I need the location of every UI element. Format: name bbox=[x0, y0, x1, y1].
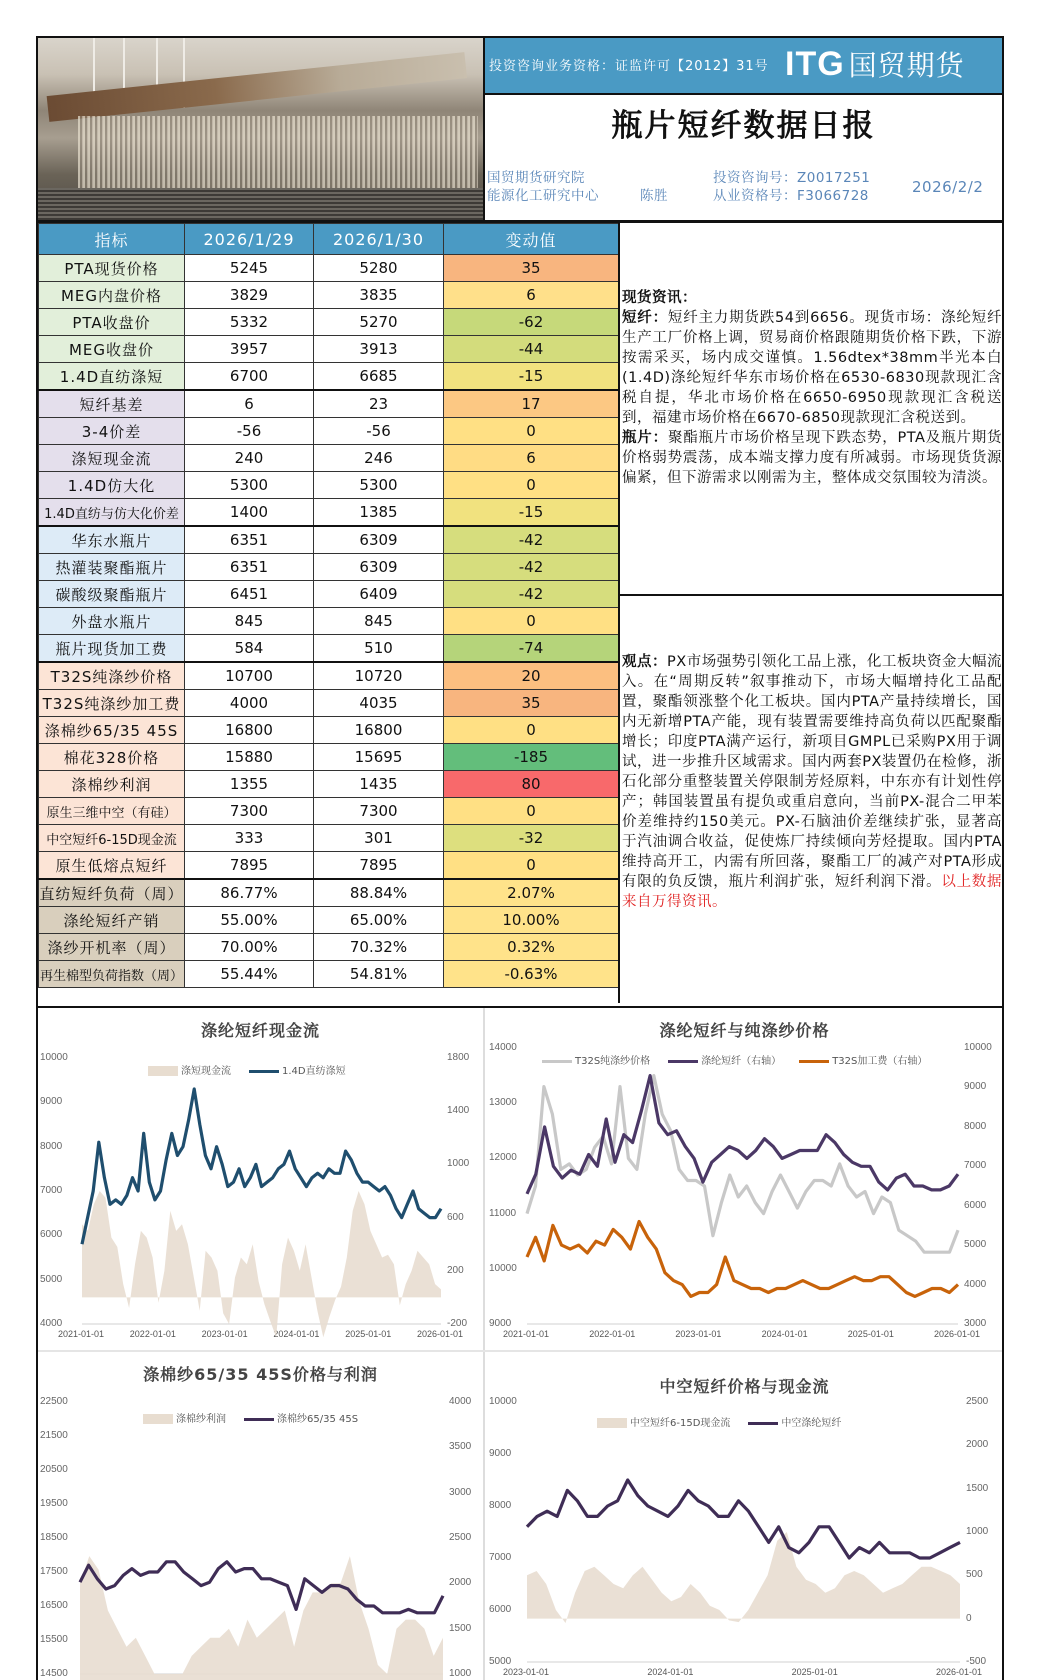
legend-line-swatch-icon bbox=[799, 1060, 829, 1063]
value-date1: 6700 bbox=[185, 363, 314, 391]
y-tick-right: 4000 bbox=[964, 1278, 987, 1290]
y-tick-right: 1800 bbox=[447, 1052, 470, 1063]
table-row bbox=[39, 934, 619, 961]
y-tick-right: 1400 bbox=[447, 1105, 470, 1117]
legend-line-swatch-icon bbox=[748, 1422, 778, 1425]
change-value: 0 bbox=[444, 798, 619, 825]
x-tick: 2023-01-01 bbox=[503, 1667, 550, 1677]
indicator-label: 棉花328价格 bbox=[39, 744, 185, 771]
indicator-label: 热灌装聚酯瓶片 bbox=[39, 554, 185, 581]
y-tick-left: 10000 bbox=[489, 1396, 517, 1407]
table-row bbox=[39, 554, 619, 581]
change-value: 0 bbox=[444, 608, 619, 635]
value-date2: 6309 bbox=[314, 554, 444, 581]
legend-area-swatch-icon bbox=[597, 1418, 627, 1428]
value-date2: 1435 bbox=[314, 771, 444, 798]
y-tick-left: 10000 bbox=[489, 1262, 517, 1274]
value-date2: 301 bbox=[314, 825, 444, 852]
x-tick: 2024-01-01 bbox=[647, 1667, 694, 1677]
value-date1: 16800 bbox=[185, 717, 314, 744]
y-tick-left: 20500 bbox=[40, 1464, 68, 1475]
value-date2: 5300 bbox=[314, 472, 444, 499]
x-tick: 2022-01-01 bbox=[589, 1329, 636, 1339]
change-value: 35 bbox=[444, 690, 619, 717]
indicator-label: T32S纯涤纱加工费 bbox=[39, 690, 185, 717]
table-row bbox=[39, 744, 619, 771]
legend-item bbox=[668, 1056, 781, 1067]
indicator-label: 原生三维中空（有硅） bbox=[39, 798, 185, 825]
value-date1: 86.77% bbox=[185, 879, 314, 907]
table-row bbox=[39, 907, 619, 934]
table-row bbox=[39, 608, 619, 635]
y-tick-right: 3000 bbox=[964, 1318, 987, 1329]
value-date1: 5300 bbox=[185, 472, 314, 499]
chart-legend bbox=[597, 1414, 859, 1429]
change-value: 80 bbox=[444, 771, 619, 798]
legend-area-swatch-icon bbox=[143, 1414, 173, 1424]
legend-item bbox=[748, 1418, 841, 1429]
value-date2: 70.32% bbox=[314, 934, 444, 961]
y-tick-left: 19500 bbox=[40, 1498, 68, 1509]
change-value: 0 bbox=[444, 418, 619, 445]
change-value: 2.07% bbox=[444, 879, 619, 907]
consult-number: 投资咨询号：Z0017251 bbox=[713, 170, 871, 186]
y-tick-right: 6000 bbox=[964, 1199, 987, 1211]
table-row bbox=[39, 798, 619, 825]
chart-psf-cashflow bbox=[38, 1010, 483, 1350]
table-row bbox=[39, 961, 619, 988]
view-label: 观点： bbox=[622, 654, 668, 670]
y-tick-left: 22500 bbox=[40, 1396, 68, 1407]
y-tick-right: 2500 bbox=[449, 1532, 472, 1543]
y-tick-left: 5000 bbox=[40, 1273, 63, 1285]
y-tick-right: 3000 bbox=[449, 1486, 472, 1498]
y-tick-left: 10000 bbox=[40, 1052, 68, 1063]
value-date2: 15695 bbox=[314, 744, 444, 771]
value-date1: 6451 bbox=[185, 581, 314, 608]
value-date2: 6685 bbox=[314, 363, 444, 391]
change-value: -42 bbox=[444, 526, 619, 554]
x-tick: 2025-01-01 bbox=[847, 1329, 894, 1339]
legend-item bbox=[148, 1066, 231, 1077]
table-row bbox=[39, 852, 619, 880]
table-row bbox=[39, 526, 619, 554]
source-note: 以上数据来自万得资讯。 bbox=[622, 874, 1002, 910]
legend-label: T32S加工费（右轴） bbox=[832, 1056, 928, 1067]
x-tick: 2024-01-01 bbox=[761, 1329, 808, 1339]
logo-itg: ITG bbox=[785, 45, 845, 83]
indicator-label: 华东水瓶片 bbox=[39, 526, 185, 554]
value-date1: 6 bbox=[185, 390, 314, 418]
y-tick-right: -200 bbox=[447, 1318, 468, 1329]
data-table bbox=[38, 223, 619, 988]
indicator-label: 涤棉纱利润 bbox=[39, 771, 185, 798]
chart-title: 涤纶短纤现金流 bbox=[200, 1021, 320, 1040]
change-value: 0.32% bbox=[444, 934, 619, 961]
x-tick: 2026-01-01 bbox=[934, 1329, 981, 1339]
legend-label: 中空涤纶短纤 bbox=[781, 1418, 842, 1429]
value-date1: 10700 bbox=[185, 662, 314, 690]
legend-label: 中空短纤6-15D现金流 bbox=[630, 1418, 731, 1429]
change-value: -0.63% bbox=[444, 961, 619, 988]
value-date1: 6351 bbox=[185, 526, 314, 554]
legend-item bbox=[244, 1414, 358, 1425]
table-row bbox=[39, 336, 619, 363]
change-value: 0 bbox=[444, 472, 619, 499]
divider bbox=[483, 1008, 485, 1680]
chart-legend bbox=[542, 1052, 945, 1067]
indicator-label: 外盘水瓶片 bbox=[39, 608, 185, 635]
x-tick: 2022-01-01 bbox=[129, 1329, 176, 1339]
change-value: 17 bbox=[444, 390, 619, 418]
x-tick: 2023-01-01 bbox=[201, 1329, 248, 1339]
indicator-label: MEG收盘价 bbox=[39, 336, 185, 363]
x-tick: 2025-01-01 bbox=[345, 1329, 392, 1339]
value-date2: 7895 bbox=[314, 852, 444, 880]
indicator-label: 再生棉型负荷指数（周） bbox=[39, 961, 185, 988]
y-tick-right: 500 bbox=[966, 1569, 983, 1581]
value-date2: 7300 bbox=[314, 798, 444, 825]
y-tick-right: 2000 bbox=[966, 1439, 989, 1451]
y-tick-right: 3500 bbox=[449, 1441, 472, 1453]
spot-news-panel bbox=[622, 288, 1002, 488]
chart-plot-area bbox=[487, 1352, 1002, 1680]
value-date1: 4000 bbox=[185, 690, 314, 717]
chart-psf-vs-yarn-price bbox=[487, 1010, 1002, 1350]
y-tick-right: 1000 bbox=[447, 1158, 470, 1170]
y-tick-right: 8000 bbox=[964, 1120, 987, 1132]
x-tick: 2023-01-01 bbox=[675, 1329, 722, 1339]
y-tick-left: 4000 bbox=[40, 1318, 63, 1329]
value-date2: 16800 bbox=[314, 717, 444, 744]
bottle-text: 聚酯瓶片市场价格呈现下跌态势，PTA及瓶片期货价格弱势震荡，成本端支撑力度有所减弱。市场现货货源偏紧，但下游需求以刚需为主，整体成交氛围较为清淡。 bbox=[622, 430, 1002, 486]
value-date2: 4035 bbox=[314, 690, 444, 717]
value-date2: -56 bbox=[314, 418, 444, 445]
value-date2: 510 bbox=[314, 635, 444, 663]
change-value: -42 bbox=[444, 581, 619, 608]
table-row bbox=[39, 472, 619, 499]
table-row bbox=[39, 445, 619, 472]
indicator-label: 涤纱开机率（周） bbox=[39, 934, 185, 961]
indicator-label: PTA收盘价 bbox=[39, 309, 185, 336]
table-row bbox=[39, 581, 619, 608]
change-value: 0 bbox=[444, 717, 619, 744]
y-tick-right: 10000 bbox=[964, 1042, 992, 1053]
legend-item bbox=[542, 1056, 650, 1067]
y-tick-left: 6000 bbox=[489, 1604, 512, 1615]
company-logo bbox=[785, 44, 965, 84]
logo-cn: 国贸期货 bbox=[848, 49, 965, 82]
y-tick-right: 9000 bbox=[964, 1081, 987, 1093]
value-date1: 6351 bbox=[185, 554, 314, 581]
value-date2: 3913 bbox=[314, 336, 444, 363]
table-row bbox=[39, 879, 619, 907]
x-tick: 2021-01-01 bbox=[58, 1329, 105, 1339]
y-tick-left: 8000 bbox=[40, 1140, 63, 1152]
value-date1: 15880 bbox=[185, 744, 314, 771]
y-tick-right: -500 bbox=[966, 1656, 987, 1667]
legend-label: 涤纶短纤（右轴） bbox=[701, 1056, 782, 1067]
indicator-label: 瓶片现货加工费 bbox=[39, 635, 185, 663]
market-view-panel bbox=[622, 652, 1002, 912]
y-tick-left: 14500 bbox=[40, 1668, 68, 1679]
indicator-label: 碳酸级聚酯瓶片 bbox=[39, 581, 185, 608]
credential-info bbox=[713, 169, 870, 205]
y-tick-left: 14000 bbox=[489, 1042, 517, 1053]
chart-legend bbox=[143, 1410, 376, 1425]
y-tick-left: 16500 bbox=[40, 1600, 68, 1611]
analyst-name: 陈胜 bbox=[640, 188, 668, 204]
divider bbox=[36, 1006, 1004, 1008]
value-date2: 3835 bbox=[314, 282, 444, 309]
y-tick-left: 6000 bbox=[40, 1229, 63, 1241]
chart-plot-area bbox=[38, 1352, 483, 1680]
y-tick-left: 9000 bbox=[40, 1096, 63, 1108]
y-tick-right: 1500 bbox=[966, 1482, 989, 1494]
change-value: 0 bbox=[444, 852, 619, 880]
change-value: 35 bbox=[444, 255, 619, 282]
legend-area-swatch-icon bbox=[148, 1066, 178, 1076]
value-date2: 65.00% bbox=[314, 907, 444, 934]
y-tick-right: 1000 bbox=[966, 1526, 989, 1537]
value-date2: 10720 bbox=[314, 662, 444, 690]
legend-item bbox=[799, 1056, 927, 1067]
value-date1: 584 bbox=[185, 635, 314, 663]
psf-label: 短纤： bbox=[622, 310, 668, 326]
y-tick-right: 200 bbox=[447, 1264, 464, 1276]
page-title: 瓶片短纤数据日报 bbox=[611, 108, 876, 144]
research-center: 能源化工研究中心 bbox=[487, 188, 599, 204]
legend-line-swatch-icon bbox=[244, 1418, 274, 1421]
legend-line-swatch-icon bbox=[542, 1060, 572, 1063]
value-date1: -56 bbox=[185, 418, 314, 445]
table-row bbox=[39, 717, 619, 744]
indicator-label: 中空短纤6-15D现金流 bbox=[39, 825, 185, 852]
y-tick-right: 0 bbox=[966, 1612, 972, 1624]
qualification-number: 从业资格号：F3066728 bbox=[713, 188, 869, 204]
y-tick-left: 7000 bbox=[489, 1552, 512, 1563]
y-tick-right: 5000 bbox=[964, 1239, 987, 1251]
value-date1: 1400 bbox=[185, 499, 314, 527]
y-tick-right: 2000 bbox=[449, 1577, 472, 1589]
y-tick-left: 9000 bbox=[489, 1318, 512, 1329]
table-row bbox=[39, 499, 619, 527]
legend-label: 涤棉纱65/35 45S bbox=[277, 1414, 359, 1425]
value-date2: 54.81% bbox=[314, 961, 444, 988]
x-tick: 2025-01-01 bbox=[791, 1667, 838, 1677]
value-date1: 7895 bbox=[185, 852, 314, 880]
y-tick-left: 7000 bbox=[40, 1185, 63, 1196]
legend-label: 涤棉纱利润 bbox=[176, 1414, 226, 1425]
y-tick-left: 18500 bbox=[40, 1532, 68, 1543]
y-tick-right: 1500 bbox=[449, 1622, 472, 1634]
chart-legend bbox=[148, 1062, 364, 1077]
license-banner bbox=[485, 38, 1002, 95]
legend-item bbox=[597, 1418, 730, 1429]
legend-line-swatch-icon bbox=[668, 1060, 698, 1063]
table-row bbox=[39, 390, 619, 418]
chart-plot-area bbox=[38, 1010, 483, 1350]
table-row bbox=[39, 825, 619, 852]
indicator-label: 涤棉纱65/35 45S bbox=[39, 717, 185, 744]
change-value: -74 bbox=[444, 635, 619, 663]
y-tick-right: 600 bbox=[447, 1211, 464, 1223]
y-tick-right: 4000 bbox=[449, 1396, 472, 1407]
indicator-label: 1.4D仿大化 bbox=[39, 472, 185, 499]
change-value: -32 bbox=[444, 825, 619, 852]
value-date2: 6309 bbox=[314, 526, 444, 554]
x-tick: 2026-01-01 bbox=[417, 1329, 464, 1339]
table-row bbox=[39, 282, 619, 309]
change-value: -44 bbox=[444, 336, 619, 363]
loom-header-image bbox=[38, 38, 483, 220]
value-date2: 1385 bbox=[314, 499, 444, 527]
psf-text: 短纤主力期货跌54到6656。现货市场：涤纶短纤生产工厂价格上调，贸易商价格跟随期货价格下跌，下游按需采买，场内成交谨慎。1.56dtex*38mm半光本白(1.4D)涤纶短纤华东市场价格在6530-6830现款现汇含税自提，华北市场价格在6650-6950现款现汇含税送到，福建市场价格在6670-6850现款现汇含税送到。 bbox=[622, 310, 1002, 426]
table-row bbox=[39, 771, 619, 798]
bottle-label: 瓶片： bbox=[622, 430, 668, 446]
y-tick-left: 5000 bbox=[489, 1656, 512, 1667]
value-date1: 55.44% bbox=[185, 961, 314, 988]
y-tick-left: 11000 bbox=[489, 1207, 517, 1219]
indicator-label: 短纤基差 bbox=[39, 390, 185, 418]
chart-title: 涤棉纱65/35 45S价格与利润 bbox=[143, 1365, 378, 1384]
chart-title: 涤纶短纤与纯涤纱价格 bbox=[659, 1021, 830, 1040]
change-value: -185 bbox=[444, 744, 619, 771]
change-value: 10.00% bbox=[444, 907, 619, 934]
indicator-label: 涤纶短纤产销 bbox=[39, 907, 185, 934]
y-tick-left: 9000 bbox=[489, 1448, 512, 1459]
indicator-label: 3-4价差 bbox=[39, 418, 185, 445]
change-value: 6 bbox=[444, 282, 619, 309]
indicator-label: 原生低熔点短纤 bbox=[39, 852, 185, 880]
chart-title: 中空短纤价格与现金流 bbox=[659, 1377, 830, 1396]
x-tick: 2021-01-01 bbox=[503, 1329, 550, 1339]
value-date2: 5270 bbox=[314, 309, 444, 336]
table-row bbox=[39, 255, 619, 282]
value-date1: 333 bbox=[185, 825, 314, 852]
indicator-label: MEG内盘价格 bbox=[39, 282, 185, 309]
value-date2: 5280 bbox=[314, 255, 444, 282]
license-text: 投资咨询业务资格：证监许可【2012】31号 bbox=[489, 59, 769, 74]
chart-tc-yarn-price-profit bbox=[38, 1352, 483, 1680]
value-date2: 23 bbox=[314, 390, 444, 418]
indicator-label: 1.4D直纺与仿大化价差 bbox=[39, 499, 185, 527]
y-tick-left: 21500 bbox=[40, 1430, 68, 1441]
y-tick-right: 1000 bbox=[449, 1668, 472, 1679]
change-value: -42 bbox=[444, 554, 619, 581]
indicator-label: 1.4D直纺涤短 bbox=[39, 363, 185, 391]
change-value: -15 bbox=[444, 363, 619, 391]
divider bbox=[618, 223, 620, 1003]
column-header-date1: 2026/1/29 bbox=[185, 224, 314, 255]
value-date1: 1355 bbox=[185, 771, 314, 798]
change-value: 20 bbox=[444, 662, 619, 690]
table-row bbox=[39, 418, 619, 445]
value-date1: 845 bbox=[185, 608, 314, 635]
table-row bbox=[39, 635, 619, 663]
divider bbox=[618, 594, 1002, 596]
column-header-date2: 2026/1/30 bbox=[314, 224, 444, 255]
table-row bbox=[39, 309, 619, 336]
indicator-label: 涤短现金流 bbox=[39, 445, 185, 472]
chart-hollow-fiber-price-cashflow bbox=[487, 1352, 1002, 1680]
institute-name: 国贸期货研究院 bbox=[487, 170, 585, 186]
legend-label: T32S纯涤纱价格 bbox=[575, 1056, 651, 1067]
y-tick-left: 12000 bbox=[489, 1152, 517, 1164]
change-value: 6 bbox=[444, 445, 619, 472]
table-row bbox=[39, 363, 619, 391]
column-header-change: 变动值 bbox=[444, 224, 619, 255]
value-date1: 55.00% bbox=[185, 907, 314, 934]
y-tick-left: 8000 bbox=[489, 1500, 512, 1511]
view-text: PX市场强势引领化工品上涨，化工板块资金大幅流入。在“周期反转”叙事推动下，市场大幅增持化工品配置，聚酯领涨整个化工板块。国内PTA产量持续增长，国内无新增PTA产能，现有装置需要维持高负荷以匹配聚酯增长；印度PTA满产运行，新项目GMPL已采购PX用于调试，进一步推升区域需求。国内两套PX装置仍在检修，浙石化部分重整装置关停限制芳烃原料，中东亦有计划性停产；韩国装置虽有提负或重启意向，当前PX-混合二甲苯价差维持约150美元。PX-石脑油价差继续扩张，显著高于汽油调合收益，促使炼厂持续倾向芳烃提取。国内PTA维持高开工，内需有所回落，聚酯工厂的减产对PTA形成有限的负反馈，瓶片利润扩张，短纤利润下滑。 bbox=[622, 654, 1002, 890]
legend-item bbox=[143, 1414, 226, 1425]
institute-info bbox=[487, 169, 599, 205]
value-date1: 240 bbox=[185, 445, 314, 472]
x-tick: 2026-01-01 bbox=[936, 1667, 983, 1677]
change-value: -15 bbox=[444, 499, 619, 527]
value-date1: 70.00% bbox=[185, 934, 314, 961]
y-tick-right: 7000 bbox=[964, 1160, 987, 1172]
value-date1: 3829 bbox=[185, 282, 314, 309]
spot-news-heading: 现货资讯： bbox=[622, 290, 697, 306]
change-value: -62 bbox=[444, 309, 619, 336]
value-date2: 246 bbox=[314, 445, 444, 472]
legend-label: 涤短现金流 bbox=[181, 1066, 231, 1077]
value-date2: 6409 bbox=[314, 581, 444, 608]
y-tick-left: 15500 bbox=[40, 1634, 68, 1645]
table-row bbox=[39, 662, 619, 690]
y-tick-right: 2500 bbox=[966, 1396, 989, 1407]
table-header-row bbox=[39, 224, 619, 255]
legend-item bbox=[249, 1066, 346, 1077]
indicator-label: 直纺短纤负荷（周） bbox=[39, 879, 185, 907]
value-date1: 7300 bbox=[185, 798, 314, 825]
x-tick: 2024-01-01 bbox=[273, 1329, 320, 1339]
value-date1: 5245 bbox=[185, 255, 314, 282]
indicator-label: T32S纯涤纱价格 bbox=[39, 662, 185, 690]
indicator-label: PTA现货价格 bbox=[39, 255, 185, 282]
legend-line-swatch-icon bbox=[249, 1070, 279, 1073]
value-date2: 845 bbox=[314, 608, 444, 635]
value-date1: 3957 bbox=[185, 336, 314, 363]
table-row bbox=[39, 690, 619, 717]
report-date: 2026/2/2 bbox=[912, 178, 984, 196]
y-tick-left: 17500 bbox=[40, 1566, 68, 1577]
value-date1: 5332 bbox=[185, 309, 314, 336]
value-date2: 88.84% bbox=[314, 879, 444, 907]
column-header-indicator: 指标 bbox=[39, 224, 185, 255]
legend-label: 1.4D直纺涤短 bbox=[282, 1066, 346, 1077]
y-tick-left: 13000 bbox=[489, 1097, 517, 1109]
